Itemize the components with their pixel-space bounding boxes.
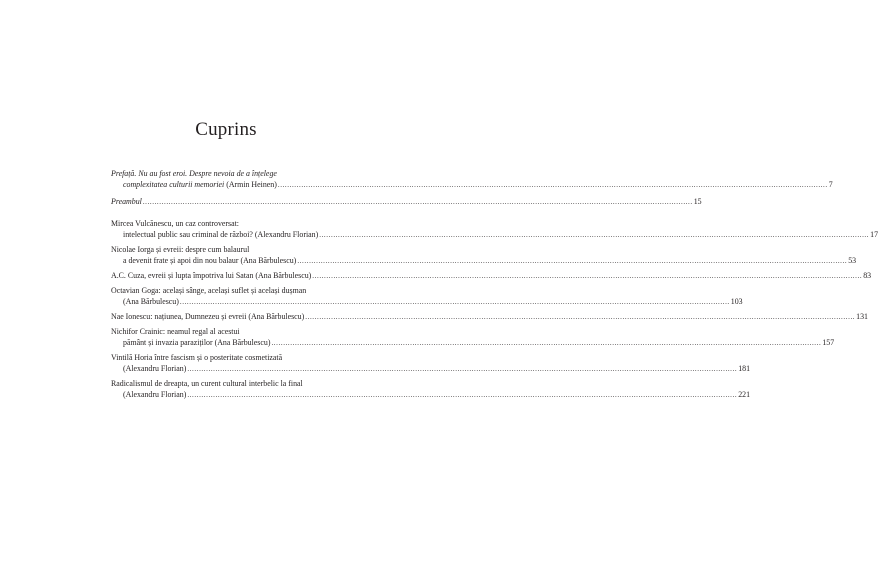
toc-entry-title: Vintilă Horia între fascism și o posteritate cosmetizată bbox=[111, 353, 283, 362]
toc-entry-title: Prefață. Nu au fost eroi. Despre nevoia de a înțelege bbox=[111, 169, 277, 178]
toc-entry-radicalismul bbox=[111, 378, 751, 400]
dot-leader bbox=[143, 197, 693, 208]
toc-entry-page: 157 bbox=[822, 338, 835, 347]
toc-entry-title-cont: (Alexandru Florian) bbox=[123, 390, 187, 399]
toc-entry-title: Radicalismul de dreapta, un curent cultural interbelic la final bbox=[111, 379, 303, 388]
toc-entry-cuza bbox=[111, 270, 872, 281]
toc-entry-page: 17 bbox=[870, 230, 878, 239]
dot-leader bbox=[319, 230, 869, 241]
dot-leader bbox=[312, 271, 862, 282]
toc-entry-page: 53 bbox=[848, 256, 857, 265]
toc-entry-title: Nicolae Iorga și evreii: despre cum balaurul bbox=[111, 245, 250, 254]
toc-entry-title: Nae Ionescu: națiunea, Dumnezeu și evreii (Ana Bărbulescu) bbox=[111, 312, 305, 321]
toc-entry-page: 221 bbox=[738, 390, 751, 399]
toc-entry-horia bbox=[111, 352, 751, 374]
toc-entry-page: 15 bbox=[693, 197, 702, 206]
toc-entry-author: (Armin Heinen) bbox=[224, 180, 277, 189]
toc-entry-vulcanescu bbox=[111, 218, 878, 240]
toc-entry-title-cont: intelectual public sau criminal de război? (Alexandru Florian) bbox=[123, 230, 319, 239]
table-of-contents bbox=[111, 168, 878, 400]
dot-leader bbox=[180, 297, 730, 308]
toc-entry-title-cont: (Alexandru Florian) bbox=[123, 364, 187, 373]
dot-leader bbox=[278, 180, 828, 191]
toc-entry-iorga bbox=[111, 244, 857, 266]
toc-entry-title-cont: a devenit frate și apoi din nou balaur (Ana Bărbulescu) bbox=[123, 256, 297, 265]
toc-entry-title: Preambul bbox=[111, 197, 142, 206]
dot-leader bbox=[187, 390, 737, 401]
toc-entry-title: Octavian Goga: același sânge, același suflet și același dușman bbox=[111, 286, 307, 295]
toc-entry-title: Mircea Vulcănescu, un caz controversat: bbox=[111, 219, 239, 228]
dot-leader bbox=[187, 364, 737, 375]
toc-entry-page: 103 bbox=[730, 297, 743, 306]
toc-entry-page: 83 bbox=[863, 271, 872, 280]
toc-entry-title: Nichifor Crainic: neamul regal al acestui bbox=[111, 327, 240, 336]
dot-leader bbox=[305, 312, 855, 323]
toc-entry-title-cont: pământ și invazia paraziților (Ana Bărbulescu) bbox=[123, 338, 271, 347]
page-title: Cuprins bbox=[195, 119, 257, 140]
toc-entry-crainic bbox=[111, 326, 835, 348]
toc-entry-page: 7 bbox=[828, 180, 833, 189]
toc-entry-page: 131 bbox=[856, 312, 868, 321]
toc-entry-title-cont: complexitatea culturii memoriei bbox=[123, 180, 225, 189]
dot-leader bbox=[271, 338, 821, 349]
toc-entry-prefata bbox=[111, 168, 833, 190]
toc-entry-preambul bbox=[111, 196, 702, 207]
toc-entry-title: A.C. Cuza, evreii și lupta împotriva lui Satan (Ana Bărbulescu) bbox=[111, 271, 312, 280]
toc-entry-title-cont: (Ana Bărbulescu) bbox=[123, 297, 179, 306]
toc-entry-goga bbox=[111, 285, 743, 307]
toc-entry-ionescu bbox=[111, 311, 868, 322]
toc-entry-page: 181 bbox=[738, 364, 751, 373]
dot-leader bbox=[297, 256, 847, 267]
